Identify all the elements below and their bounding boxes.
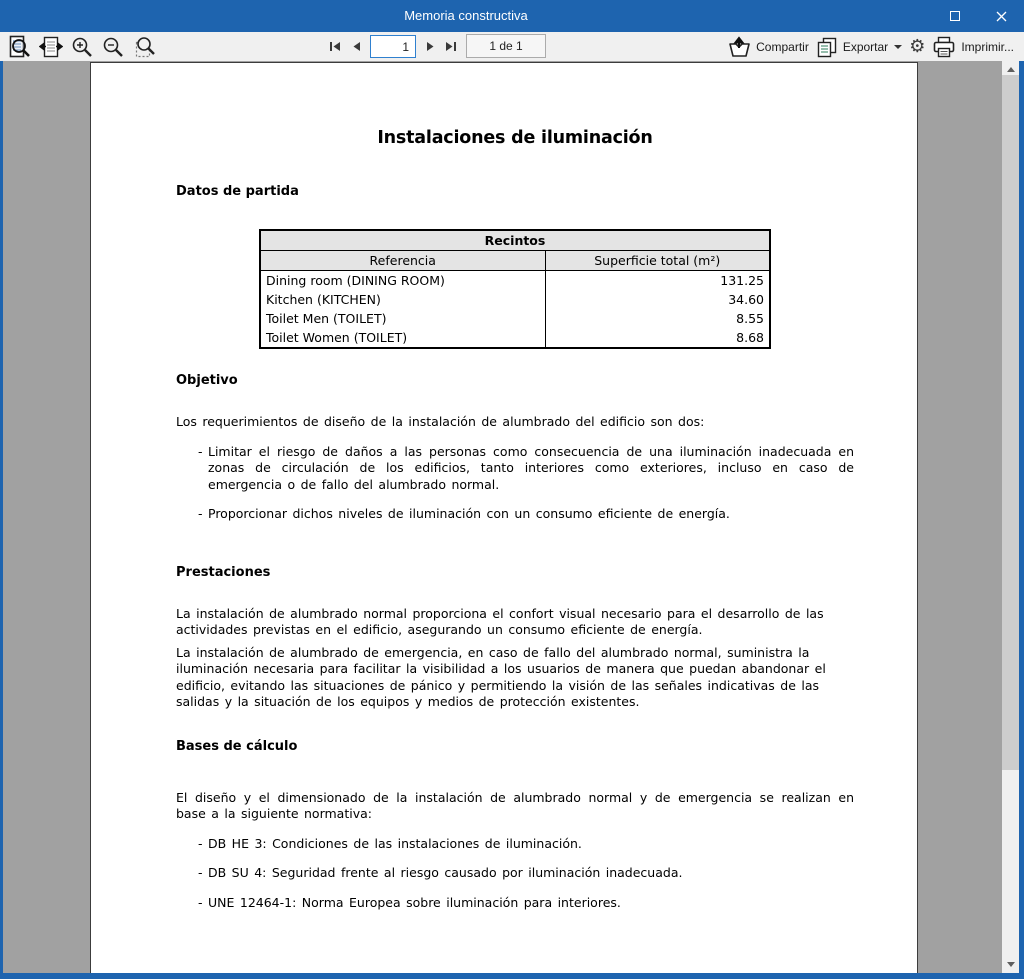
last-page-icon (445, 41, 457, 52)
prestaciones-paragraph-1: La instalación de alumbrado normal proporciona el confort visual necesario para el desarrollo de las actividades previstas en el edificio, asegurando un consumo eficiente de energía. (176, 605, 824, 637)
table-row (260, 328, 770, 348)
bullet-text: DB HE 3: Condiciones de las instalaciones de iluminación. (208, 835, 582, 851)
section-heading-bases: Bases de cálculo (176, 738, 298, 754)
bases-intro: El diseño y el dimensionado de la instalación de alumbrado normal y de emergencia se realizan en base a la siguiente normativa: (176, 789, 854, 821)
toolbar (0, 32, 1024, 61)
zoom-tools-group (6, 33, 157, 60)
maximize-button[interactable] (932, 0, 978, 32)
window-title: Memoria constructiva (404, 8, 528, 23)
cell-referencia: Toilet Women (TOILET) (260, 328, 545, 348)
column-header-referencia: Referencia (260, 251, 545, 271)
maximize-icon (950, 11, 960, 21)
bullet-text: Limitar el riesgo de daños a las personas como consecuencia de una iluminación inadecuada en zonas de circulación de los edificios, tanto interiores como exteriores, incluso en caso de emergencia o de fallo del alumbrado normal. (208, 443, 854, 492)
scrollbar-thumb[interactable] (1002, 75, 1019, 770)
objetivo-intro: Los requerimientos de diseño de la instalación de alumbrado del edificio son dos: (176, 414, 705, 429)
next-page-button[interactable] (423, 37, 437, 57)
bullet-marker: - (198, 835, 203, 851)
section-heading-prestaciones: Prestaciones (176, 564, 271, 580)
first-page-icon (329, 41, 341, 52)
actions-group (727, 33, 1014, 60)
document-canvas (3, 61, 1019, 973)
close-icon (996, 11, 1007, 22)
chevron-up-icon (1007, 67, 1015, 72)
table-header-row (260, 251, 770, 271)
cell-superficie: 131.25 (720, 273, 764, 288)
bullet-text: Proporcionar dichos niveles de iluminación con un consumo eficiente de energía. (208, 506, 730, 521)
table-row (260, 271, 770, 291)
prestaciones-paragraph-2: La instalación de alumbrado de emergencia, en caso de fallo del alumbrado normal, suministra la iluminación necesaria para facilitar la visibilidad a los usuarios de manera que puedan abandonar el edificio, evitando las situaciones de pánico y permitiendo la visión de las señales indicativas de las salidas y la situación de los equipos y medios de protección existentes. (176, 644, 826, 709)
cell-referencia: Dining room (DINING ROOM) (260, 271, 545, 291)
share-button[interactable] (727, 36, 809, 58)
export-label: Exportar (842, 39, 889, 54)
zoom-in-icon (71, 36, 93, 58)
window-controls (932, 0, 1024, 32)
document-title: Instalaciones de iluminación (377, 128, 653, 148)
bases-bullet-1 (198, 836, 854, 853)
print-button[interactable] (932, 36, 1014, 58)
document-page (90, 62, 918, 973)
cell-superficie: 8.68 (736, 330, 764, 345)
printer-icon (932, 36, 956, 58)
share-icon (727, 36, 751, 58)
export-icon (816, 36, 838, 58)
bases-bullet-3 (198, 895, 854, 912)
previous-page-button[interactable] (349, 37, 363, 57)
cell-superficie: 8.55 (736, 311, 764, 326)
section-heading-objetivo: Objetivo (176, 373, 238, 388)
section-heading-datos: Datos de partida (176, 184, 299, 199)
table-title: Recintos (260, 230, 770, 251)
fit-width-icon (39, 35, 63, 59)
page-count-indicator: 1 de 1 (466, 34, 546, 58)
export-button[interactable] (816, 36, 902, 58)
close-button[interactable] (978, 0, 1024, 32)
previous-page-icon (352, 41, 361, 52)
share-label: Compartir (756, 39, 809, 54)
bullet-marker: - (198, 443, 203, 459)
objetivo-bullet-1 (198, 444, 854, 494)
last-page-button[interactable] (444, 37, 458, 57)
gear-icon: ⚙ (909, 35, 926, 57)
vertical-scrollbar[interactable] (1002, 61, 1019, 973)
bullet-text: UNE 12464-1: Norma Europea sobre iluminación para interiores. (208, 894, 621, 910)
settings-button[interactable] (909, 35, 926, 57)
bullet-marker: - (198, 865, 203, 880)
zoom-out-button[interactable] (99, 33, 126, 60)
fit-width-button[interactable] (37, 33, 64, 60)
page-number-input[interactable] (370, 35, 416, 58)
cell-superficie: 34.60 (728, 292, 764, 307)
zoom-page-icon (8, 35, 32, 59)
zoom-window-icon (132, 35, 156, 59)
first-page-button[interactable] (328, 37, 342, 57)
objetivo-bullet-2 (198, 506, 854, 523)
table-title-row (260, 230, 770, 251)
bullet-marker: - (198, 894, 203, 910)
next-page-icon (426, 41, 435, 52)
scroll-down-button[interactable] (1002, 956, 1019, 973)
recintos-table (259, 229, 771, 349)
table-row (260, 309, 770, 328)
table-row (260, 290, 770, 309)
title-bar[interactable] (0, 0, 1024, 32)
cell-referencia: Toilet Men (TOILET) (260, 309, 545, 328)
print-label: Imprimir... (961, 39, 1014, 54)
page-navigation (328, 34, 458, 59)
bullet-text: DB SU 4: Seguridad frente al riesgo causado por iluminación inadecuada. (208, 865, 683, 880)
zoom-out-icon (102, 36, 124, 58)
zoom-in-button[interactable] (68, 33, 95, 60)
zoom-window-button[interactable] (130, 33, 157, 60)
zoom-page-button[interactable] (6, 33, 33, 60)
bullet-marker: - (198, 506, 203, 521)
export-dropdown-caret-icon (894, 45, 902, 49)
chevron-down-icon (1007, 962, 1015, 967)
column-header-superficie: Superficie total (m²) (545, 251, 770, 271)
cell-referencia: Kitchen (KITCHEN) (260, 290, 545, 309)
bases-bullet-2 (198, 865, 854, 882)
